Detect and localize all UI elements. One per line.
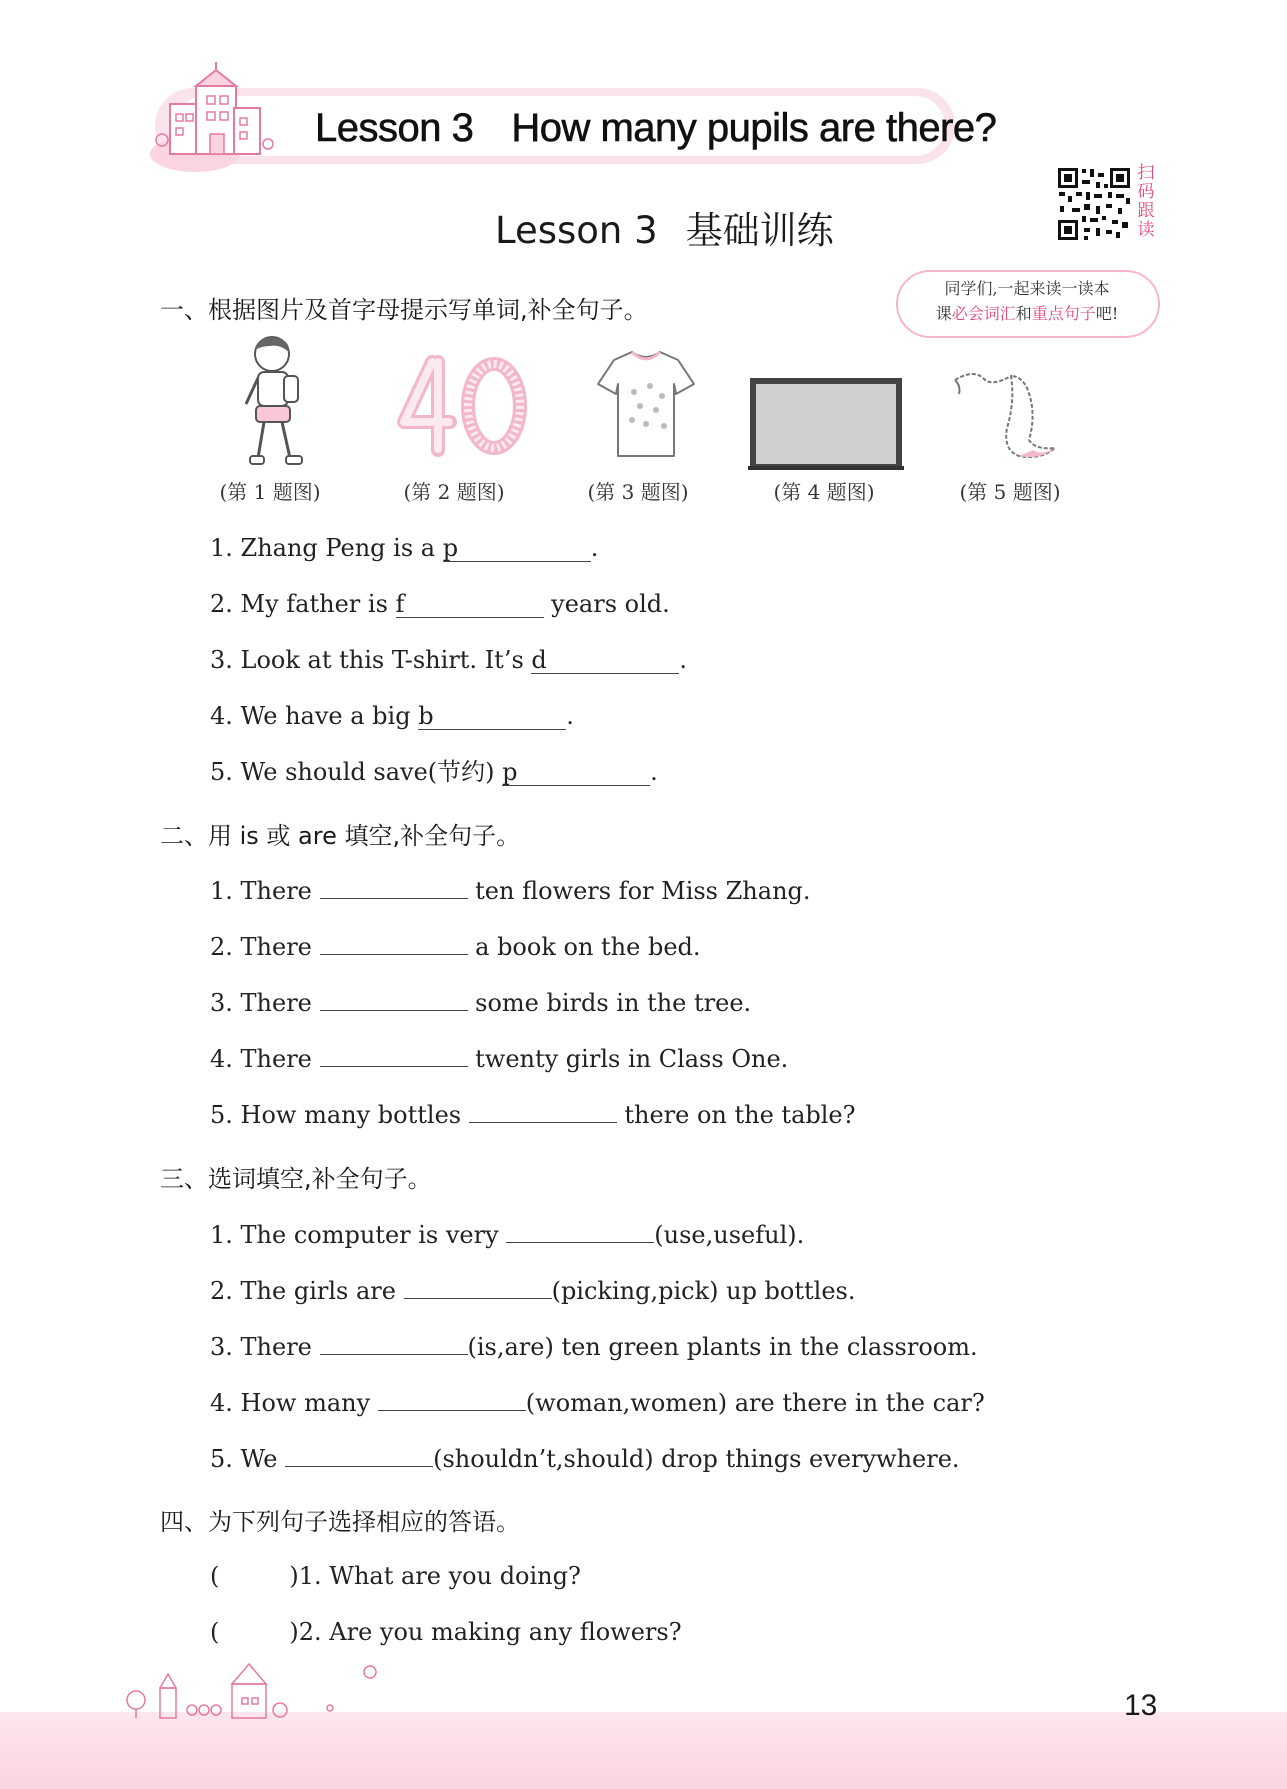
bubble-text-plain: 课 — [935, 304, 952, 323]
footer-town-illustration — [120, 1650, 420, 1720]
answer-blank[interactable] — [469, 1096, 617, 1123]
exercise-3-item — [210, 1384, 985, 1421]
answer-blank[interactable] — [404, 1272, 552, 1299]
exercise-3-item — [210, 1328, 978, 1365]
section-1-title: 一、根据图片及首字母提示写单词,补全句子。 — [160, 296, 648, 324]
item-text: 1. The computer is very — [210, 1221, 507, 1249]
exercise-3-item — [210, 1216, 804, 1253]
scan-label-char: 跟 — [1137, 201, 1155, 221]
boy-illustration — [210, 332, 350, 472]
item-text: . — [590, 534, 599, 562]
section-3-title: 三、选词填空,补全句子。 — [160, 1165, 432, 1193]
item-text: 2. The girls are — [210, 1277, 404, 1305]
item-text: 2. Are you making any flowers? — [298, 1618, 682, 1646]
scan-label — [1135, 164, 1157, 240]
item-text: . — [650, 758, 658, 786]
exercise-1-item — [210, 698, 574, 734]
banner-lesson-title: How many pupils are there? — [511, 106, 997, 150]
page-title — [495, 206, 834, 256]
school-illustration — [150, 62, 290, 174]
answer-blank[interactable] — [285, 1440, 433, 1467]
exercise-4-item — [210, 1558, 581, 1594]
answer-blank[interactable]: p — [502, 759, 650, 786]
picture-caption: (第 4 题图) — [773, 480, 875, 504]
section-2-title: 二、用 is 或 are 填空,补全句子。 — [160, 822, 521, 850]
footer-band — [0, 1712, 1287, 1789]
item-text: (picking,pick) up bottles. — [551, 1277, 856, 1305]
section-4-title: 四、为下列句子选择相应的答语。 — [160, 1508, 520, 1536]
bubble-text-highlight: 重点句子 — [1031, 304, 1096, 323]
item-text: (is,are) ten green plants in the classroom. — [467, 1333, 978, 1361]
exercise-3-item — [210, 1440, 960, 1477]
item-text: (shouldn’t,should) drop things everywhere. — [433, 1445, 960, 1473]
bubble-text-plain: 吧! — [1095, 304, 1119, 323]
item-text: years old. — [543, 590, 670, 618]
item-text: 5. How many bottles — [210, 1101, 469, 1129]
item-text: 4. How many — [210, 1389, 378, 1417]
scan-label-char: 码 — [1137, 182, 1155, 202]
exercise-1-item — [210, 642, 687, 678]
exercise-4-item — [210, 1614, 682, 1650]
answer-blank[interactable] — [320, 872, 468, 899]
item-text: . — [679, 646, 688, 674]
item-text: 5. We should save(节约) — [210, 758, 503, 786]
page-title-subtitle: 基础训练 — [685, 209, 834, 252]
scan-label-char: 读 — [1137, 220, 1155, 240]
item-text: (use,useful). — [654, 1221, 805, 1249]
item-text: 2. There — [210, 933, 320, 961]
bubble-line-2 — [904, 301, 1150, 326]
banner-title — [315, 100, 996, 156]
answer-blank[interactable]: p — [443, 535, 591, 562]
answer-paren-close: ) — [289, 1618, 299, 1646]
item-text: 4. There — [210, 1045, 320, 1073]
bubble-text-highlight: 必会词汇 — [951, 304, 1016, 323]
page-number: 13 — [1124, 1689, 1158, 1722]
exercise-3-item — [210, 1272, 855, 1309]
exercise-2-item — [210, 872, 811, 909]
picture-caption: (第 2 题图) — [403, 480, 505, 504]
item-text: 1. Zhang Peng is a — [210, 534, 443, 562]
banner-lesson: Lesson 3 — [315, 106, 474, 150]
answer-paren-close: ) — [289, 1562, 299, 1590]
speech-bubble-text — [904, 276, 1150, 326]
bubble-text-plain: 和 — [1015, 304, 1032, 323]
exercise-2-item — [210, 1040, 788, 1077]
answer-blank[interactable] — [506, 1216, 654, 1243]
answer-blank[interactable] — [378, 1384, 526, 1411]
item-text: 2. My father is — [210, 590, 396, 618]
bubble-line-1: 同学们,一起来读一读本 — [944, 279, 1110, 298]
answer-blank[interactable] — [320, 984, 468, 1011]
exercise-1-item — [210, 530, 598, 566]
answer-blank[interactable] — [320, 1040, 468, 1067]
item-text: 1. There — [210, 877, 320, 905]
picture-caption: (第 1 题图) — [219, 480, 321, 504]
picture-caption: (第 5 题图) — [959, 480, 1061, 504]
scan-label-char: 扫 — [1137, 163, 1155, 183]
item-text: 4. We have a big — [210, 702, 419, 730]
tshirt-illustration — [576, 332, 716, 472]
number-forty-illustration — [392, 332, 532, 472]
answer-blank[interactable] — [320, 1328, 468, 1355]
answer-paren-open: ( — [210, 1618, 220, 1646]
item-text: . — [566, 702, 574, 730]
item-text: ten flowers for Miss Zhang. — [467, 877, 811, 905]
item-text: some birds in the tree. — [467, 989, 752, 1017]
answer-blank[interactable]: f — [396, 591, 544, 618]
exercise-2-item — [210, 928, 701, 965]
paper-illustration — [945, 332, 1085, 472]
picture-caption: (第 3 题图) — [587, 480, 689, 504]
item-text: 1. What are you doing? — [298, 1562, 581, 1590]
answer-blank[interactable]: d — [531, 647, 679, 674]
item-text: 3. Look at this T-shirt. It’s — [210, 646, 532, 674]
item-text: (woman,women) are there in the car? — [525, 1389, 985, 1417]
answer-blank[interactable]: b — [418, 703, 566, 730]
answer-paren-open: ( — [210, 1562, 220, 1590]
item-text: 5. We — [210, 1445, 286, 1473]
exercise-1-item — [210, 586, 670, 622]
blackboard-illustration — [748, 332, 904, 472]
item-text: 3. There — [210, 989, 320, 1017]
answer-blank[interactable] — [320, 928, 468, 955]
item-text: there on the table? — [616, 1101, 856, 1129]
item-text: 3. There — [210, 1333, 320, 1361]
page-title-lesson: Lesson 3 — [495, 209, 658, 252]
qr-code-icon[interactable] — [1056, 166, 1132, 242]
item-text: a book on the bed. — [467, 933, 701, 961]
item-text: twenty girls in Class One. — [467, 1045, 789, 1073]
exercise-1-item — [210, 754, 658, 790]
exercise-2-item — [210, 984, 751, 1021]
exercise-2-item — [210, 1096, 856, 1133]
